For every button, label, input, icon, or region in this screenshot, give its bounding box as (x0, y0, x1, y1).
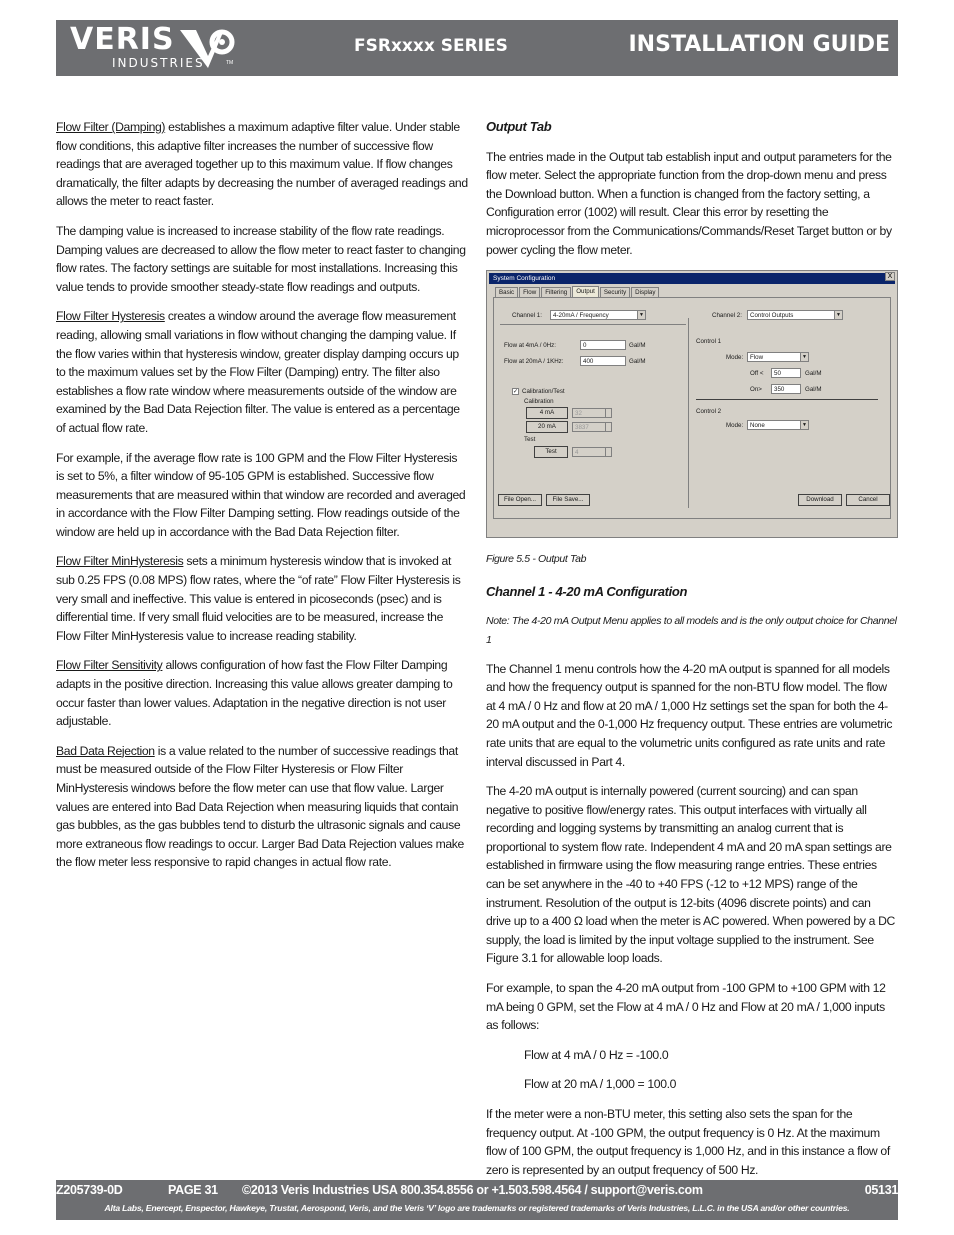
off-label: Off < (750, 370, 764, 378)
tab-security[interactable]: Security (600, 287, 630, 297)
spinner-icon (605, 409, 611, 417)
off-input[interactable]: 50 (771, 368, 801, 378)
control1-mode-label: Mode: (726, 354, 744, 362)
term-flow-filter-damping: Flow Filter (Damping) (56, 120, 166, 134)
flow4-unit: Gal/M (629, 342, 646, 350)
calibration-checkbox[interactable]: ✓ (513, 389, 519, 396)
footer-doc-number: Z205739-0D (56, 1183, 123, 1197)
tab-flow[interactable]: Flow (519, 287, 540, 297)
flow4-input[interactable]: 0 (580, 340, 626, 350)
footer-trademark: Alta Labs, Enercept, Enspector, Hawkeye, Trustat, Aerospond, Veris, and the Veris ‘V’ logo are trademarks or registered trademarks of Veris Industries, L.L.C. in the USA and/or other countries. (104, 1203, 850, 1213)
logo-sub: INDUSTRIES (112, 56, 205, 70)
right-column (486, 118, 898, 1190)
control2-mode-value: None (750, 422, 765, 430)
control1-label: Control 1 (696, 338, 722, 346)
off-unit: Gal/M (805, 370, 822, 378)
footer-contact: ©2013 Veris Industries USA 800.354.8556 or +1.503.598.4564 / support@veris.com (242, 1183, 703, 1197)
series-title: FSRxxxx SERIES (354, 36, 508, 56)
paragraph-hysteresis-example: For example, if the average flow rate is 100 GPM and the Flow Filter Hysteresis is set to 5%, a filter window of 95-105 GPM is established. Successive flow measurements that are measured within that window are recorded and averaged in accordance with the Flow Filter Damping setting. Flow readings outside of the window are held up in accordance with the Bad Data Rejection filter. (56, 450, 466, 539)
footer-banner (56, 1180, 898, 1220)
channel2-label: Channel 2: (712, 312, 742, 320)
text-flow-filter-minhysteresis: sets a minimum hysteresis window that is invoked at sub 0.25 FPS (0.08 MPS) flow rates, where the “of rate” Flow Filter Hysteresis is very small and ineffective. This value is entered in picoseconds (psec) and is differential time. If very small fluid velocities are to be measured, increase the Flow Filter MinHysteresis value to increase reading stability. (56, 554, 461, 643)
heading-output-tab: Output Tab (486, 119, 552, 134)
control2-mode-label: Mode: (726, 422, 744, 430)
channel-separator (688, 318, 689, 508)
text-flow-filter-hysteresis: creates a window around the average flow measurement reading, allowing small variations in flow without changing the damping value. If the flow varies within that hysteresis window, greater display damping occurs up to the maximum values set by the Flow Filter (Damping) entry. The filter also establishes a flow rate window where measurements outside of the window are examined by the Bad Data Rejection filter. The value is entered as a percentage of actual flow rate. (56, 309, 460, 435)
channel1-select-value: 4-20mA / Frequency (553, 312, 609, 320)
4ma-button[interactable]: 4 mA (526, 407, 568, 419)
test-value-text: 4 (575, 449, 579, 457)
channel1-divider (500, 324, 686, 325)
channel1-select[interactable] (550, 310, 646, 320)
term-flow-filter-sensitivity: Flow Filter Sensitivity (56, 658, 163, 673)
chevron-down-icon: ▼ (800, 421, 808, 429)
dialog-title-bar: System Configuration (489, 273, 895, 284)
paragraph-flow-filter-minhysteresis (56, 552, 468, 645)
system-configuration-dialog (486, 270, 898, 538)
channel1-note: Note: The 4-20 mA Output Menu applies to all models and is the only output choice for Channel 1 (486, 615, 897, 646)
spinner-icon (605, 448, 611, 456)
paragraph-flow-filter-hysteresis (56, 307, 468, 437)
calibration-sub-label: Calibration (524, 398, 554, 406)
veris-logo (68, 24, 238, 72)
text-bad-data-rejection: is a value related to the number of successive readings that must be measured outside of the Flow Filter Hysteresis or Flow Filter MinHysteresis windows before the flow meter can use that flow value. Larger values are entered into Bad Data Rejection when measuring liquids that contain gas bubbles, as the gas bubbles tend to disturb the ultrasonic signals and cause more extraneous flow readings to occur. Larger Bad Data Rejection values make the flow meter less responsive to rapid changes in actual flow rate. (56, 743, 464, 870)
control1-mode-value: Flow (750, 354, 764, 362)
dialog-tabs (495, 287, 660, 297)
flow20-label: Flow at 20mA / 1KHz: (504, 358, 564, 366)
term-flow-filter-hysteresis: Flow Filter Hysteresis (56, 309, 165, 324)
spinner-icon (605, 423, 611, 431)
paragraph-output-tab: The entries made in the Output tab establish input and output parameters for the flow meter. Select the appropriate function from the drop-down menu and press the Download button. When a function is changed from the factory setting, a Configuration error (1002) will result. Clear this error by resetting the microprocessor from the Communications/Commands/Reset Target button or by power cycling the flow meter. (486, 149, 892, 257)
test-button[interactable]: Test (534, 446, 568, 458)
20ma-button[interactable]: 20 mA (526, 421, 568, 433)
paragraph-span-example: For example, to span the 4-20 mA output from -100 GPM to +100 GPM with 12 mA being 0 GPM, set the Flow at 4 mA / 0 Hz and Flow at 20 mA / 1,000 inputs as follows: (486, 981, 886, 1033)
calibration-test-label: Calibration/Test (522, 388, 565, 396)
paragraph-flow-filter-sensitivity (56, 656, 468, 730)
channel2-select-value: Control Outputs (750, 312, 794, 320)
tab-filtering[interactable]: Filtering (541, 287, 571, 297)
paragraph-channel1-menu: The Channel 1 menu controls how the 4-20 mA output is spanned for all models and how the frequency output is spanned for the non-BTU flow model. The flow at 4 mA / 0 Hz and flow at 20 mA / 1,000 Hz settings set the span for both the 4-20 mA output and the 0-1,000 Hz frequency output. These entries are volumetric rate units that are equal to the volumetric units configured as rate units and rate interval discussed in Part 4. (486, 661, 893, 769)
formula-4ma: Flow at 4 mA / 0 Hz = -100.0 (524, 1047, 669, 1062)
header-banner (56, 20, 898, 76)
control2-mode-select[interactable] (747, 420, 809, 430)
paragraph-damping-value: The damping value is increased to increase stability of the flow rate readings. Damping values are decreased to allow the flow meter to react faster to changing flow rates. The factory settings are suitable for most installations. Increasing this value tends to provide smoother steady-state flow readings and outputs. (56, 223, 466, 294)
footer-code: 05131 (864, 1183, 898, 1197)
tab-basic[interactable]: Basic (495, 287, 518, 297)
output-tab-panel (493, 297, 891, 519)
on-unit: Gal/M (805, 386, 822, 394)
guide-title: INSTALLATION GUIDE (628, 32, 890, 57)
test-value (572, 447, 612, 457)
term-bad-data-rejection: Bad Data Rejection (56, 743, 155, 758)
channel2-select[interactable] (747, 310, 843, 320)
4ma-value (572, 408, 612, 418)
download-button[interactable]: Download (798, 494, 842, 506)
text-flow-filter-damping: establishes a maximum adaptive filter value. Under stable flow conditions, this adaptive filter increases the number of successive flow readings that are averaged together up to this maximum value. If flow changes dramatically, the filter adapts by decreasing the number of averaged readings and allows the meter to react faster. (56, 120, 468, 209)
chevron-down-icon: ▼ (800, 353, 808, 361)
footer-page: PAGE 31 (168, 1183, 218, 1197)
20ma-value-text: 3837 (575, 424, 589, 432)
test-label: Test (524, 436, 536, 444)
on-label: On> (750, 386, 762, 394)
channel1-label: Channel 1: (512, 312, 542, 320)
text-flow-filter-sensitivity: allows configuration of how fast the Flow Filter Damping adapts in the positive direction. Increasing this value allows greater damping to occur faster than lower values. Adaptation in the negative direction is not user adjustable. (56, 658, 453, 729)
flow4-label: Flow at 4mA / 0Hz: (504, 342, 556, 350)
close-icon[interactable]: X (885, 272, 895, 281)
paragraph-bad-data-rejection (56, 742, 468, 872)
logo-tm: TM (226, 60, 234, 66)
on-input[interactable]: 350 (771, 384, 801, 394)
file-open-button[interactable]: File Open... (498, 494, 542, 506)
control2-label: Control 2 (696, 408, 722, 416)
flow20-input[interactable]: 400 (580, 356, 626, 366)
chevron-down-icon: ▼ (834, 311, 842, 319)
left-column (56, 118, 468, 883)
chevron-down-icon: ▼ (637, 311, 645, 319)
cancel-button[interactable]: Cancel (846, 494, 890, 506)
logo-brand: VERIS (70, 22, 175, 57)
term-flow-filter-minhysteresis: Flow Filter MinHysteresis (56, 554, 184, 569)
flow20-unit: Gal/M (629, 358, 646, 366)
formula-20ma: Flow at 20 mA / 1,000 = 100.0 (524, 1077, 677, 1092)
control-divider (696, 399, 878, 400)
tab-display[interactable]: Display (631, 287, 659, 297)
4ma-value-text: 32 (575, 410, 582, 418)
20ma-value (572, 422, 612, 432)
paragraph-flow-filter-damping (56, 118, 468, 211)
paragraph-non-btu: If the meter were a non-BTU meter, this setting also sets the span for the frequency output. At -100 GPM, the output frequency is 0 Hz. At the maximum flow of 100 GPM, the output frequency is 1,000 Hz, and in this instance a flow of zero is represented by an output frequency of 500 Hz. (486, 1107, 890, 1177)
paragraph-4-20-output: The 4-20 mA output is internally powered (current sourcing) and can span negative to positive flow/energy rates. This output interfaces with virtually all recording and logging systems by transmitting an analog current that is proportional to system flow rate. Independent 4 mA and 20 mA span settings are established in firmware using the flow measuring range entries. These entries can be set anywhere in the -40 to +40 FPS (-12 to +12 MPS) range of the instrument. Resolution of the output is 12-bits (4096 discrete points) and can drive up to a 400 Ω load when the meter is AC powered. When powered by a DC supply, the load is limited by the input voltage supplied to the instrument. See Figure 3.1 for allowable loop loads. (486, 784, 895, 966)
file-save-button[interactable]: File Save... (546, 494, 590, 506)
control1-mode-select[interactable] (747, 352, 809, 362)
heading-channel1: Channel 1 - 4-20 mA Configuration (486, 583, 688, 599)
tab-output[interactable]: Output (572, 286, 599, 297)
figure-caption: Figure 5.5 - Output Tab (486, 553, 587, 566)
